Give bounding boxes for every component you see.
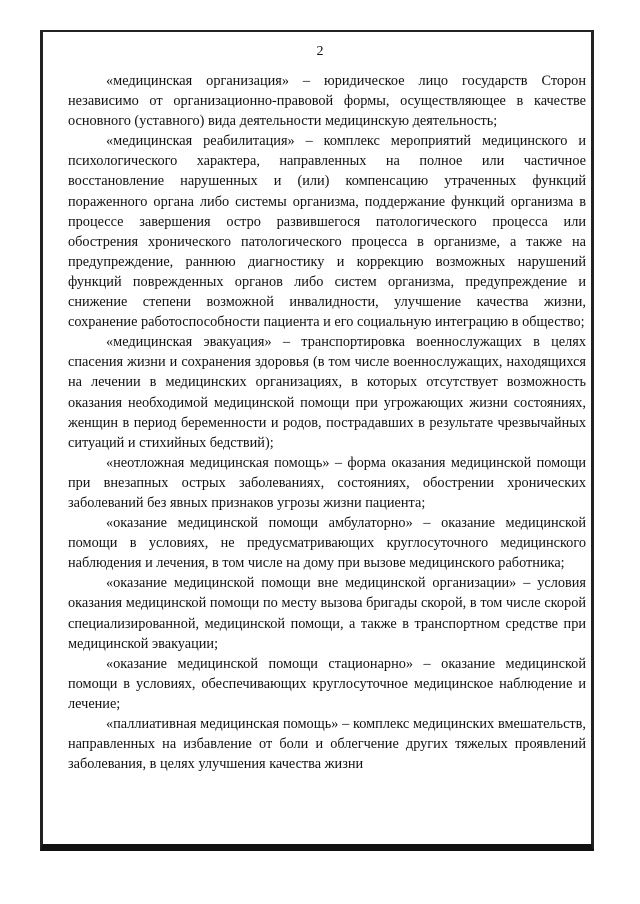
definition-outpatient-care: «оказание медицинской помощи амбулаторно» – оказание медицинской помощи в условиях, не предусматривающих круглосуточного медицинского наблюдения и лечения, в том числе на дому при вызове медицинского работника; [68, 515, 586, 572]
definition-urgent-medical-care: «неотложная медицинская помощь» – форма оказания медицинской помощи при внезапных острых заболеваниях, состояниях, обострении хронических заболеваний без явных признаков угрозы жизни пациента; [68, 454, 586, 511]
definition-care-outside-organization: «оказание медицинской помощи вне медицинской организации» – условия оказания медицинской помощи по месту вызова бригады скорой, в том числе скорой специализированной, медицинской помощи, а также в транспортном средстве при медицинской эвакуации; [68, 575, 586, 652]
document-body [68, 71, 586, 774]
definition-inpatient-care: «оказание медицинской помощи стационарно» – оказание медицинской помощи в условиях, обеспечивающих круглосуточное медицинское наблюдение и лечение; [68, 655, 586, 712]
definition-medical-organization: «медицинская организация» – юридическое лицо государств Сторон независимо от организационно-правовой формы, осуществляющее в качестве основного (уставного) вида деятельности медицинскую деятельность; [68, 73, 586, 130]
definition-medical-rehabilitation: «медицинская реабилитация» – комплекс мероприятий медицинского и психологического характера, направленных на полное или частичное восстановление нарушенных и (или) компенсацию утраченных функций пораженного органа либо системы организма, поддержание функций организма в процессе завершения остро развившегося патологического процесса или обострения хронического патологического процесса в организме, а также на предупреждение, раннюю диагностику и коррекцию возможных нарушений функций поврежденных органов либо систем организма, предупреждение и снижение степени возможной инвалидности, улучшение качества жизни, сохранение работоспособности пациента и его социальную интеграцию в общество; [68, 133, 586, 331]
definition-palliative-care: «паллиативная медицинская помощь» – комплекс медицинских вмешательств, направленных на избавление от боли и облегчение других тяжелых проявлений заболевания, в целях улучшения качества жизни [68, 716, 586, 773]
page-number: 2 [316, 44, 324, 59]
definition-medical-evacuation: «медицинская эвакуация» – транспортировка военнослужащих в целях спасения жизни и сохранения здоровья (в том числе военнослужащих, находящихся на лечении в медицинских организациях, в которых отсутствует возможность оказания необходимой медицинской помощи при угрожающих жизни состояниях, женщин в период беременности и родов, пострадавших в результате чрезвычайных ситуаций и стихийных бедствий); [68, 334, 586, 451]
